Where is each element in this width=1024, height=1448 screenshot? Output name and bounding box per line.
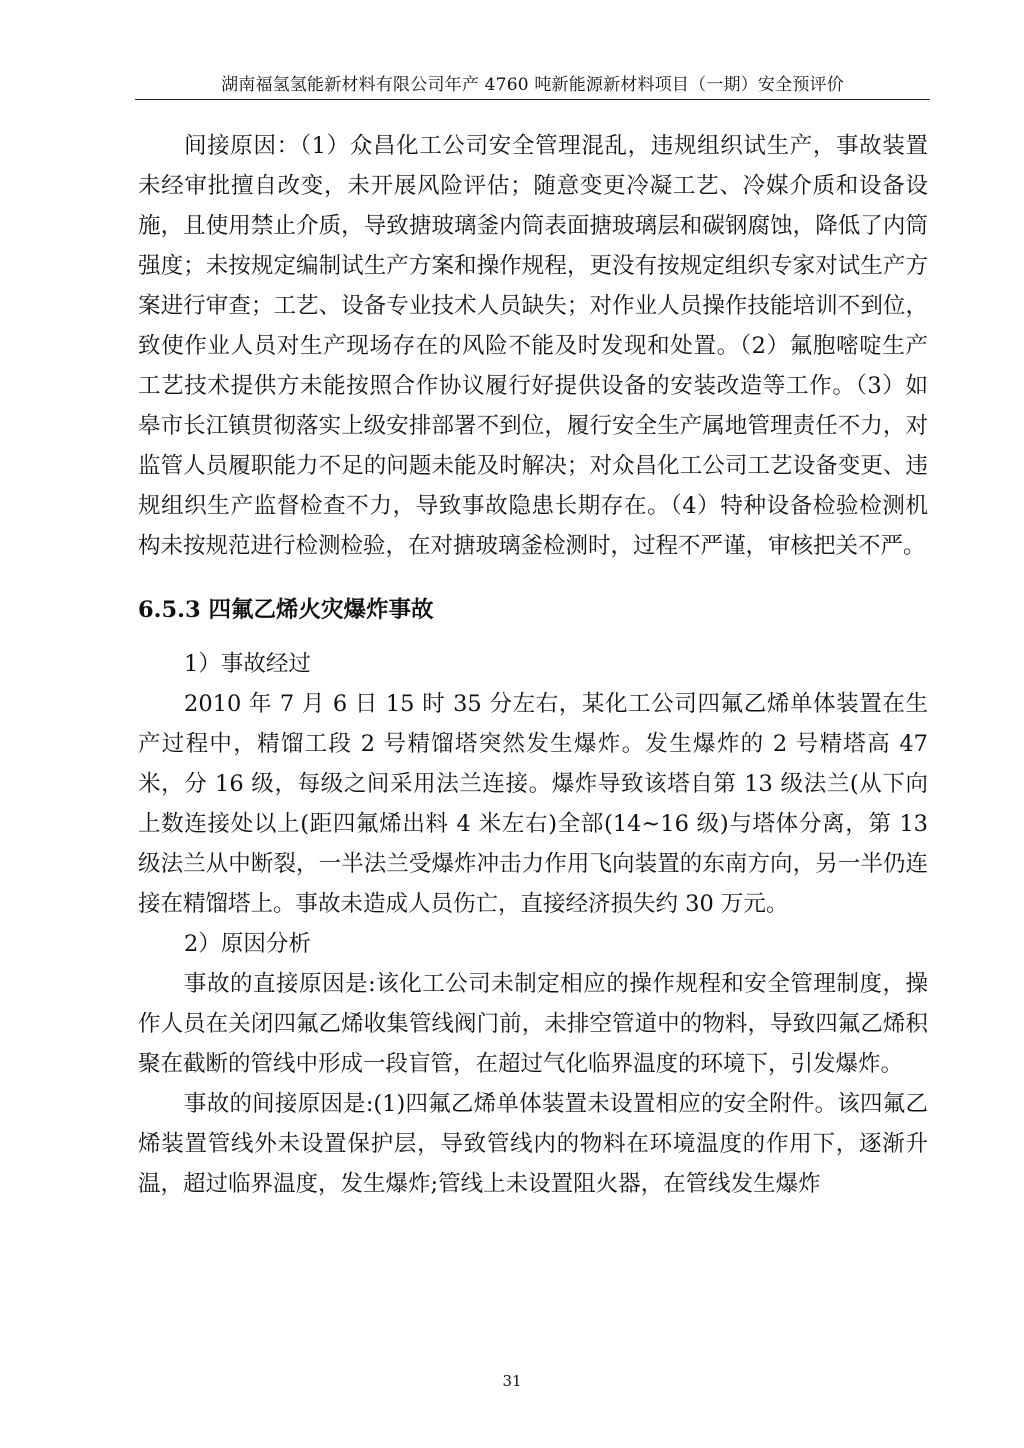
paragraph-indirect-causes: 间接原因：（1）众昌化工公司安全管理混乱，违规组织试生产，事故装置未经审批擅自改变，未开展风险评估；随意变更冷凝工艺、冷媒介质和设备设施，且使用禁止介质，导致搪玻璃釜内筒表面搪玻璃层和碳钢腐蚀，降低了内筒强度；未按规定编制试生产方案和操作规程，更没有按规定组织专家对试生产方案进行审查；工艺、设备专业技术人员缺失；对作业人员操作技能培训不到位，致使作业人员对生产现场存在的风险不能及时发现和处置。（2）氟胞嘧啶生产工艺技术提供方未能按照合作协议履行好提供设备的安装改造等工作。（3）如皋市长江镇贯彻落实上级安排部署不到位，履行安全生产属地管理责任不力，对监管人员履职能力不足的问题未能及时解决；对众昌化工公司工艺设备变更、违规组织生产监督检查不力，导致事故隐患长期存在。（4）特种设备检验检测机构未按规范进行检测检验，在对搪玻璃釜检测时，过程不严谨，审核把关不严。 — [138, 133, 928, 559]
paragraph-accident-process: 2010 年 7 月 6 日 15 时 35 分左右，某化工公司四氟乙烯单体装置在生产过程中，精馏工段 2 号精馏塔突然发生爆炸。发生爆炸的 2 号精塔高 47 米，分 16 级，每级之间采用法兰连接。爆炸导致该塔自第 13 级法兰(从下向上数连接处以上(距四氟烯出料 4 米左右)全部(14~16 级)与塔体分离，第 13 级法兰从中断裂，一半法兰受爆炸冲击力作用飞向装置的东南方向，另一半仍连接在精馏塔上。事故未造成人员伤亡，直接经济损失约 30 万元。 — [138, 691, 928, 917]
subheading-accident-process: 1）事故经过 — [184, 651, 311, 677]
header-rule — [135, 99, 930, 100]
subheading-cause-analysis: 2）原因分析 — [184, 931, 311, 957]
running-header: 湖南福氢氢能新材料有限公司年产 4760 吨新能源新材料项目（一期）安全预评价 — [221, 75, 844, 95]
page-number: 31 — [502, 1372, 522, 1390]
paragraph-direct-cause: 事故的直接原因是:该化工公司未制定相应的操作规程和安全管理制度，操作人员在关闭四氟乙烯收集管线阀门前，未排空管道中的物料，导致四氟乙烯积聚在截断的管线中形成一段盲管，在超过气化临界温度的环境下，引发爆炸。 — [138, 971, 928, 1077]
paragraph-indirect-cause: 事故的间接原因是:(1)四氟乙烯单体装置未设置相应的安全附件。该四氟乙烯装置管线外未设置保护层，导致管线内的物料在环境温度的作用下，逐渐升温，超过临界温度，发生爆炸;管线上未设置阻火器，在管线发生爆炸 — [138, 1091, 928, 1197]
page-body — [138, 126, 928, 1204]
section-heading: 6.5.3 四氟乙烯火灾爆炸事故 — [138, 597, 434, 623]
